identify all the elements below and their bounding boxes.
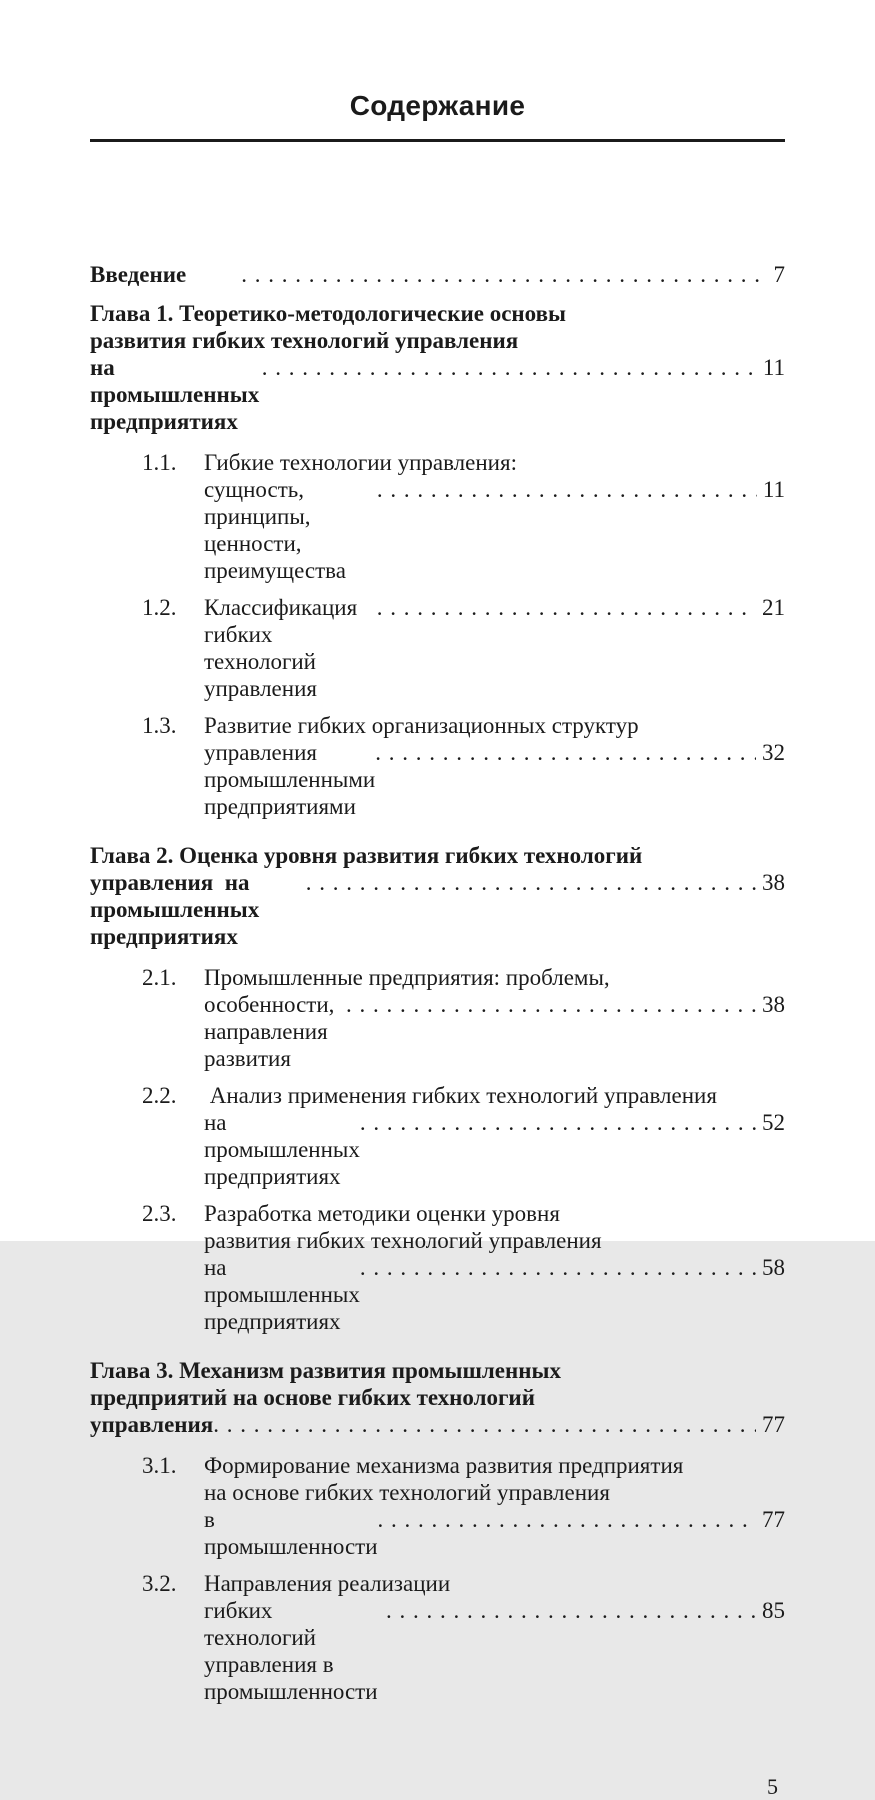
toc-entry-text: предприятий на основе гибких технологий bbox=[90, 1385, 535, 1410]
toc-entry-line bbox=[90, 261, 785, 288]
toc-entry-introduction bbox=[90, 261, 785, 288]
dot-leader bbox=[186, 261, 767, 288]
toc-entry-body bbox=[204, 1082, 785, 1190]
toc-entry-page: 52 bbox=[762, 1110, 785, 1135]
toc-entry-line bbox=[204, 1082, 785, 1109]
toc-entry-page: 38 bbox=[762, 870, 785, 895]
toc-entry-line bbox=[90, 354, 785, 435]
toc-entry-text: Введение bbox=[90, 262, 187, 287]
toc-entry-text: Разработка методики оценки уровня bbox=[204, 1201, 560, 1226]
toc-entry-page: 7 bbox=[773, 262, 785, 287]
toc-entry-text: Гибкие технологии управления: bbox=[204, 450, 517, 475]
toc-entry-page: 32 bbox=[762, 740, 785, 765]
toc-entry-page: 77 bbox=[762, 1412, 785, 1437]
toc-entry-text: Промышленные предприятия: проблемы, bbox=[204, 965, 610, 990]
toc-entry-page: 77 bbox=[762, 1507, 785, 1532]
toc-entry-number: 3.1. bbox=[142, 1453, 177, 1478]
dot-leader bbox=[360, 1254, 756, 1281]
toc-entry-line bbox=[204, 1597, 785, 1705]
toc-entry-number: 1.2. bbox=[142, 595, 177, 620]
toc-entry-text: развития гибких технологий управления bbox=[90, 328, 519, 353]
toc-entry-line bbox=[204, 964, 785, 991]
toc-entry-line bbox=[204, 449, 785, 476]
toc-entry-line bbox=[204, 1200, 785, 1227]
toc-entry-line bbox=[90, 869, 785, 950]
page-footer bbox=[90, 1773, 785, 1800]
toc-entry-section-3-2 bbox=[142, 1570, 785, 1705]
toc-entry-body bbox=[204, 712, 785, 820]
toc-entry-number: 2.2. bbox=[142, 1083, 177, 1108]
toc-entry-text: управления bbox=[90, 1412, 214, 1437]
toc-entry-text: гибких технологий управления в промышленности bbox=[204, 1598, 378, 1704]
dot-leader bbox=[346, 991, 756, 1018]
toc-entry-number: 1.1. bbox=[142, 450, 177, 475]
toc-entry-text: Направления реализации bbox=[204, 1571, 451, 1596]
toc-entry-text: управления на промышленных предприятиях bbox=[90, 870, 265, 949]
toc-entry-line bbox=[90, 1411, 785, 1438]
toc-entry-section-1-1 bbox=[142, 449, 785, 584]
toc-entry-line bbox=[204, 1452, 785, 1479]
toc-entry-text: Развитие гибких организационных структур bbox=[204, 713, 639, 738]
toc-entry-line bbox=[204, 739, 785, 820]
toc-entry-section-3-1 bbox=[142, 1452, 785, 1560]
toc-entry-line bbox=[204, 991, 785, 1072]
toc-entry-line bbox=[204, 594, 785, 702]
toc-entry-text: Классификация гибких технологий управления bbox=[204, 595, 363, 701]
toc-entry-line bbox=[90, 1357, 785, 1384]
toc-entry-line bbox=[204, 1109, 785, 1190]
toc-entry-text: сущность, принципы, ценности, преимущества bbox=[204, 477, 346, 583]
toc-entry-text: Глава 1. Теоретико-методологические основы bbox=[90, 301, 566, 326]
toc-entry-text: в промышленности bbox=[204, 1507, 378, 1559]
toc-entry-line bbox=[90, 842, 785, 869]
toc-entry-body bbox=[90, 842, 785, 950]
dot-leader bbox=[213, 1411, 756, 1438]
toc-entry-page: 85 bbox=[762, 1598, 785, 1623]
toc-entry-line bbox=[204, 1479, 785, 1506]
toc-entry-line bbox=[90, 327, 785, 354]
toc-entry-chapter-1 bbox=[90, 300, 785, 435]
toc-entry-number: 2.3. bbox=[142, 1201, 177, 1226]
toc-entry-body bbox=[204, 449, 785, 584]
toc-entry-line bbox=[204, 1254, 785, 1335]
toc-entry-text: Глава 3. Механизм развития промышленных bbox=[90, 1358, 561, 1383]
page-title: Содержание bbox=[349, 90, 526, 121]
toc-entry-body bbox=[90, 1357, 785, 1438]
toc-entry-section-2-2 bbox=[142, 1082, 785, 1190]
folio-page-number: 5 bbox=[767, 1774, 778, 1799]
toc-entry-line bbox=[204, 476, 785, 584]
dot-leader bbox=[375, 739, 756, 766]
toc-entry-body bbox=[204, 1200, 785, 1335]
toc-entry-number: 2.1. bbox=[142, 965, 177, 990]
toc-entry-page: 58 bbox=[762, 1255, 785, 1280]
dot-leader bbox=[306, 869, 756, 896]
toc-entry-line bbox=[204, 1506, 785, 1560]
toc-entry-text: особенности, направления развития bbox=[204, 992, 341, 1071]
toc bbox=[90, 261, 785, 1715]
dot-leader bbox=[377, 476, 757, 503]
toc-entry-number: 1.3. bbox=[142, 713, 177, 738]
toc-entry-body bbox=[204, 1452, 785, 1560]
toc-entry-number: 3.2. bbox=[142, 1571, 177, 1596]
toc-entry-page: 21 bbox=[762, 595, 785, 620]
toc-entry-page: 11 bbox=[762, 477, 785, 502]
toc-entry-body bbox=[204, 1570, 785, 1705]
dot-leader bbox=[360, 1109, 756, 1136]
toc-entry-body bbox=[204, 964, 785, 1072]
toc-entry-text: Анализ применения гибких технологий управления bbox=[204, 1083, 717, 1108]
dot-leader bbox=[262, 354, 757, 381]
toc-entry-body bbox=[90, 300, 785, 435]
title-rule bbox=[90, 139, 785, 142]
toc-entry-text: развития гибких технологий управления bbox=[204, 1228, 602, 1253]
toc-entry-text: на промышленных предприятиях bbox=[204, 1110, 366, 1189]
toc-entry-page: 11 bbox=[762, 355, 785, 380]
dot-leader bbox=[377, 594, 756, 621]
toc-entry-line bbox=[204, 712, 785, 739]
toc-entry-section-2-3 bbox=[142, 1200, 785, 1335]
toc-entry-chapter-3 bbox=[90, 1357, 785, 1438]
toc-entry-section-1-3 bbox=[142, 712, 785, 820]
toc-entry-chapter-2 bbox=[90, 842, 785, 950]
toc-entry-section-2-1 bbox=[142, 964, 785, 1072]
toc-entry-body bbox=[204, 594, 785, 702]
toc-entry-text: на основе гибких технологий управления bbox=[204, 1480, 610, 1505]
toc-entry-page: 38 bbox=[762, 992, 785, 1017]
toc-entry-line bbox=[90, 1384, 785, 1411]
dot-leader bbox=[386, 1597, 756, 1624]
toc-entry-text: Формирование механизма развития предприятия bbox=[204, 1453, 684, 1478]
toc-entry-text: на промышленных предприятиях bbox=[90, 355, 265, 434]
toc-entry-line bbox=[204, 1570, 785, 1597]
toc-entry-text: управления промышленными предприятиями bbox=[204, 740, 381, 819]
toc-entry-text: на промышленных предприятиях bbox=[204, 1255, 366, 1334]
dot-leader bbox=[378, 1506, 756, 1533]
toc-entry-section-1-2 bbox=[142, 594, 785, 702]
toc-entry-body bbox=[90, 261, 785, 288]
toc-entry-text: Глава 2. Оценка уровня развития гибких технологий bbox=[90, 843, 643, 868]
page-header bbox=[90, 0, 785, 142]
toc-entry-line bbox=[90, 300, 785, 327]
